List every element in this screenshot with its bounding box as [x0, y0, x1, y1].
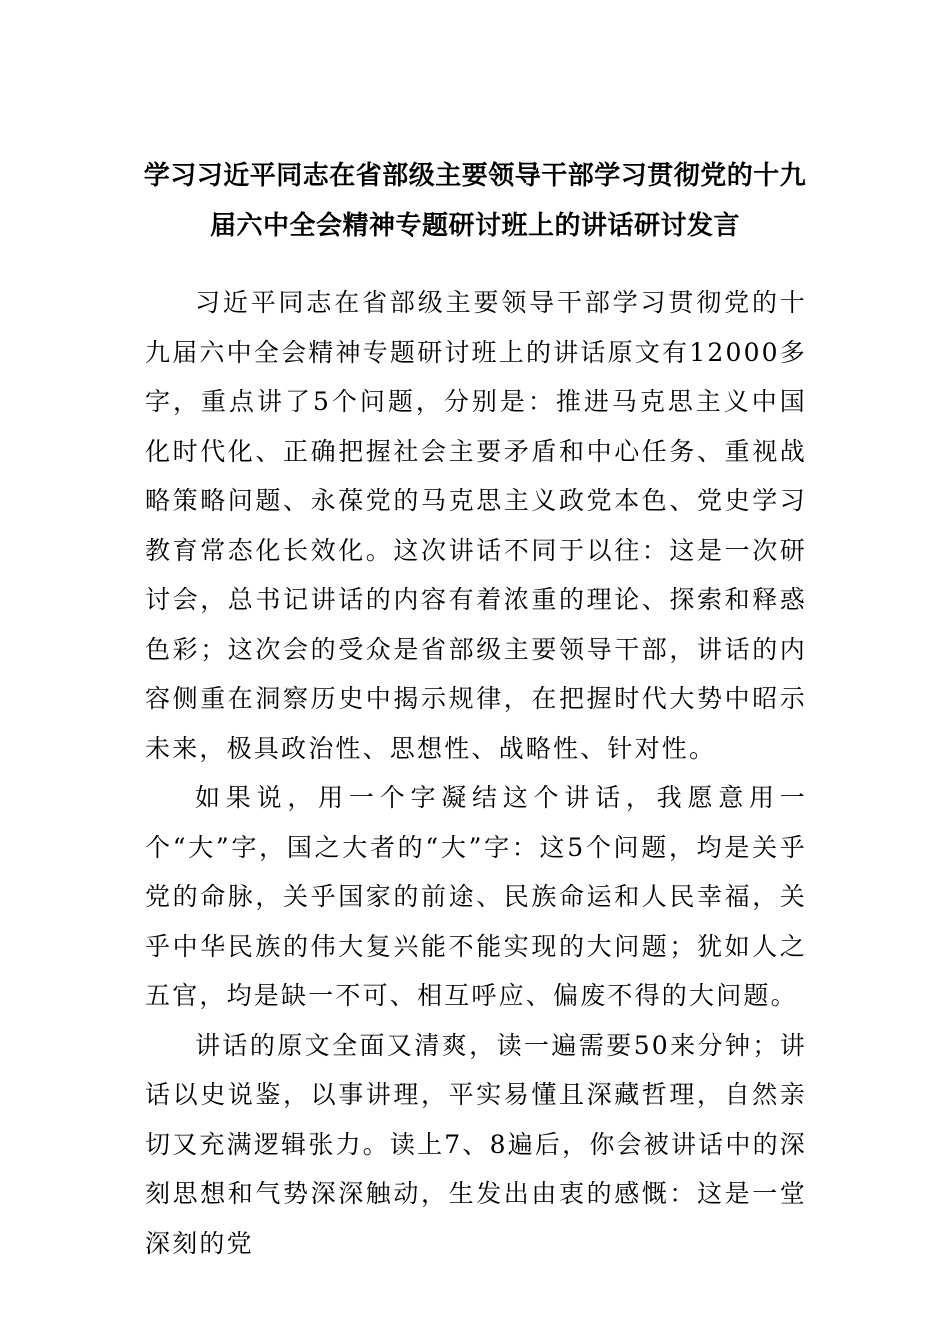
- document-title-line-1: 学习习近平同志在省部级主要领导干部学习贯彻党的十九: [143, 161, 807, 191]
- document-body: [145, 278, 807, 1268]
- document-title-line-2: 届六中全会精神专题研讨班上的讲话研讨发言: [209, 211, 740, 241]
- paragraph-3: 讲话的原文全面又清爽，读一遍需要50来分钟；讲话以史说鉴，以事讲理，平实易懂且深藏哲理，自然亲切又充满逻辑张力。读上7、8遍后，你会被讲话中的深刻思想和气势深深触动，生发出由衷的感慨：这是一堂深刻的党: [145, 1030, 807, 1258]
- paragraph-1: 习近平同志在省部级主要领导干部学习贯彻党的十九届六中全会精神专题研讨班上的讲话原文有12000多字，重点讲了5个问题，分别是：推进马克思主义中国化时代化、正确把握社会主要矛盾和中心任务、重视战略策略问题、永葆党的马克思主义政党本色、党史学习教育常态化长效化。这次讲话不同于以往：这是一次研讨会，总书记讲话的内容有着浓重的理论、探索和释惑色彩；这次会的受众是省部级主要领导干部，讲话的内容侧重在洞察历史中揭示规律，在把握时代大势中昭示未来，极具政治性、思想性、战略性、针对性。: [145, 288, 807, 763]
- paragraph-2: 如果说，用一个字凝结这个讲话，我愿意用一个“大”字，国之大者的“大”字：这5个问题，均是关乎党的命脉，关乎国家的前途、民族命运和人民幸福，关乎中华民族的伟大复兴能不能实现的大问题；犹如人之五官，均是缺一不可、相互呼应、偏废不得的大问题。: [145, 783, 807, 1010]
